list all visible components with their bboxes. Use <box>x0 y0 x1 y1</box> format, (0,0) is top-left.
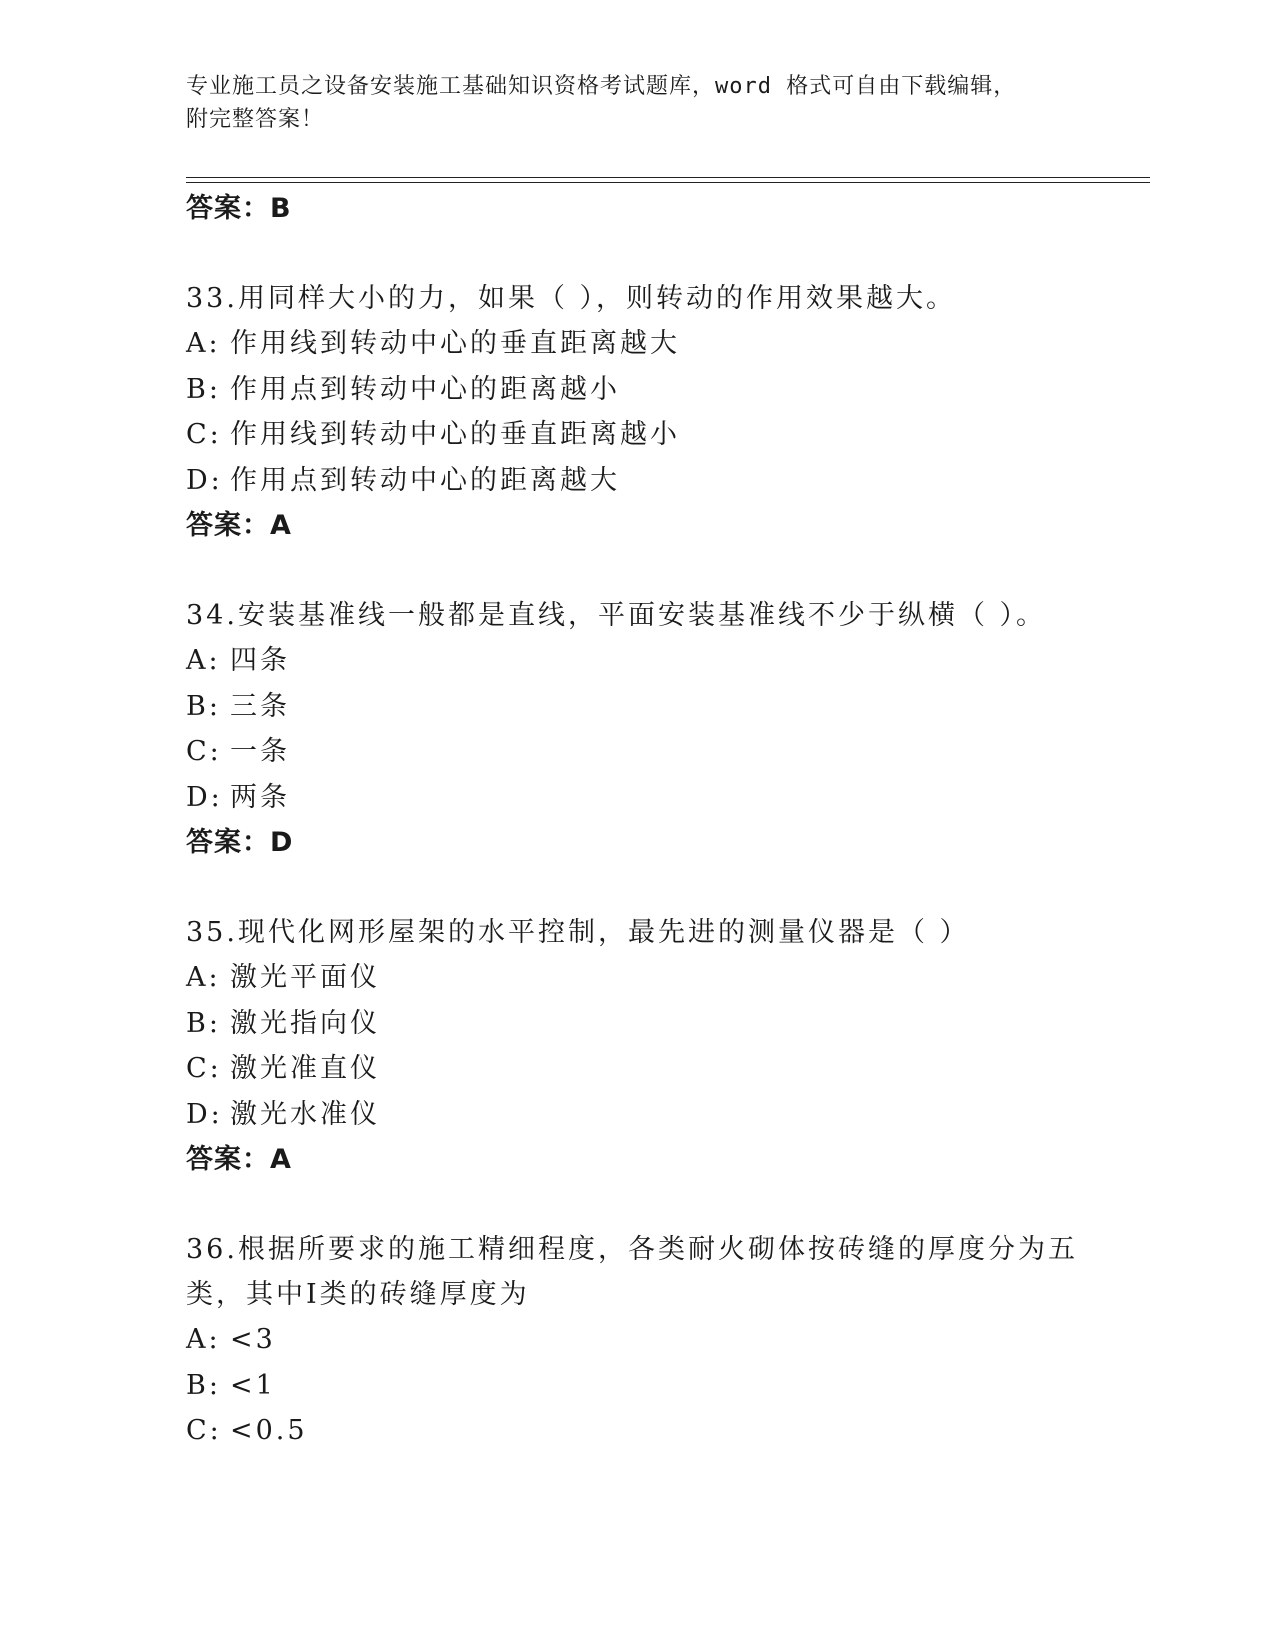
option-text: 作用线到转动中心的垂直距离越大 <box>230 328 680 359</box>
option-key: B: <box>186 690 221 722</box>
option-text: 作用点到转动中心的距离越小 <box>230 373 620 405</box>
option-text: <1 <box>230 1369 276 1401</box>
option-key: C: <box>186 1415 222 1446</box>
option-key: D: <box>186 464 223 496</box>
option-key: A: <box>186 645 221 676</box>
option-c <box>186 412 1106 458</box>
option-a <box>186 1317 1106 1363</box>
header-line-2: 附完整答案！ <box>186 107 325 132</box>
option-text: 激光水准仪 <box>230 1098 380 1130</box>
option-key: C: <box>186 736 222 767</box>
option-c <box>186 1046 1106 1092</box>
option-key: A: <box>186 1324 221 1355</box>
option-text: <0.5 <box>230 1415 308 1446</box>
option-text: 三条 <box>230 690 290 722</box>
option-d <box>186 1092 1106 1138</box>
option-key: D: <box>186 781 223 813</box>
option-key: B: <box>186 1007 221 1039</box>
option-text: 两条 <box>230 781 290 813</box>
question-33 <box>186 276 1106 549</box>
option-key: D: <box>186 1098 223 1130</box>
option-text: 四条 <box>230 645 290 676</box>
question-36 <box>186 1227 1106 1454</box>
option-text: 作用线到转动中心的垂直距离越小 <box>230 419 680 450</box>
option-key: C: <box>186 1053 222 1084</box>
option-b <box>186 367 1106 413</box>
answer: 答案：A <box>186 1144 292 1175</box>
header-divider-top <box>186 177 1150 178</box>
option-a <box>186 638 1106 684</box>
option-text: 激光指向仪 <box>230 1007 380 1039</box>
option-c <box>186 729 1106 775</box>
option-key: C: <box>186 419 222 450</box>
option-b <box>186 1363 1106 1409</box>
option-text: 作用点到转动中心的距离越大 <box>230 464 620 496</box>
option-key: B: <box>186 373 221 405</box>
option-a <box>186 955 1106 1001</box>
option-c <box>186 1408 1106 1454</box>
header-divider-bottom <box>186 182 1150 183</box>
option-b <box>186 684 1106 730</box>
question-35 <box>186 910 1106 1183</box>
option-text: <3 <box>230 1324 276 1355</box>
option-b <box>186 1001 1106 1047</box>
question-text: 36.根据所要求的施工精细程度，各类耐火砌体按砖缝的厚度分为五类，其中Ⅰ类的砖缝厚度为 <box>186 1234 1078 1310</box>
question-text: 35.现代化网形屋架的水平控制，最先进的测量仪器是（ ） <box>186 917 970 948</box>
question-text: 34.安装基准线一般都是直线，平面安装基准线不少于纵横（ ）。 <box>186 600 1047 631</box>
option-key: A: <box>186 962 221 993</box>
answer: 答案：D <box>186 827 294 858</box>
option-text: 激光平面仪 <box>230 962 380 993</box>
option-text: 一条 <box>230 736 290 767</box>
answer: 答案：A <box>186 510 292 541</box>
option-key: A: <box>186 328 221 359</box>
option-d <box>186 458 1106 504</box>
previous-question-answer: 答案：B <box>186 193 292 224</box>
document-header <box>186 70 1086 136</box>
header-line-1: 专业施工员之设备安装施工基础知识资格考试题库，word 格式可自由下载编辑， <box>186 74 1017 99</box>
option-text: 激光准直仪 <box>230 1053 380 1084</box>
option-d <box>186 775 1106 821</box>
question-list <box>186 186 1106 1454</box>
option-key: B: <box>186 1369 221 1401</box>
question-34 <box>186 593 1106 866</box>
option-a <box>186 321 1106 367</box>
question-text: 33.用同样大小的力，如果（ ），则转动的作用效果越大。 <box>186 283 957 314</box>
